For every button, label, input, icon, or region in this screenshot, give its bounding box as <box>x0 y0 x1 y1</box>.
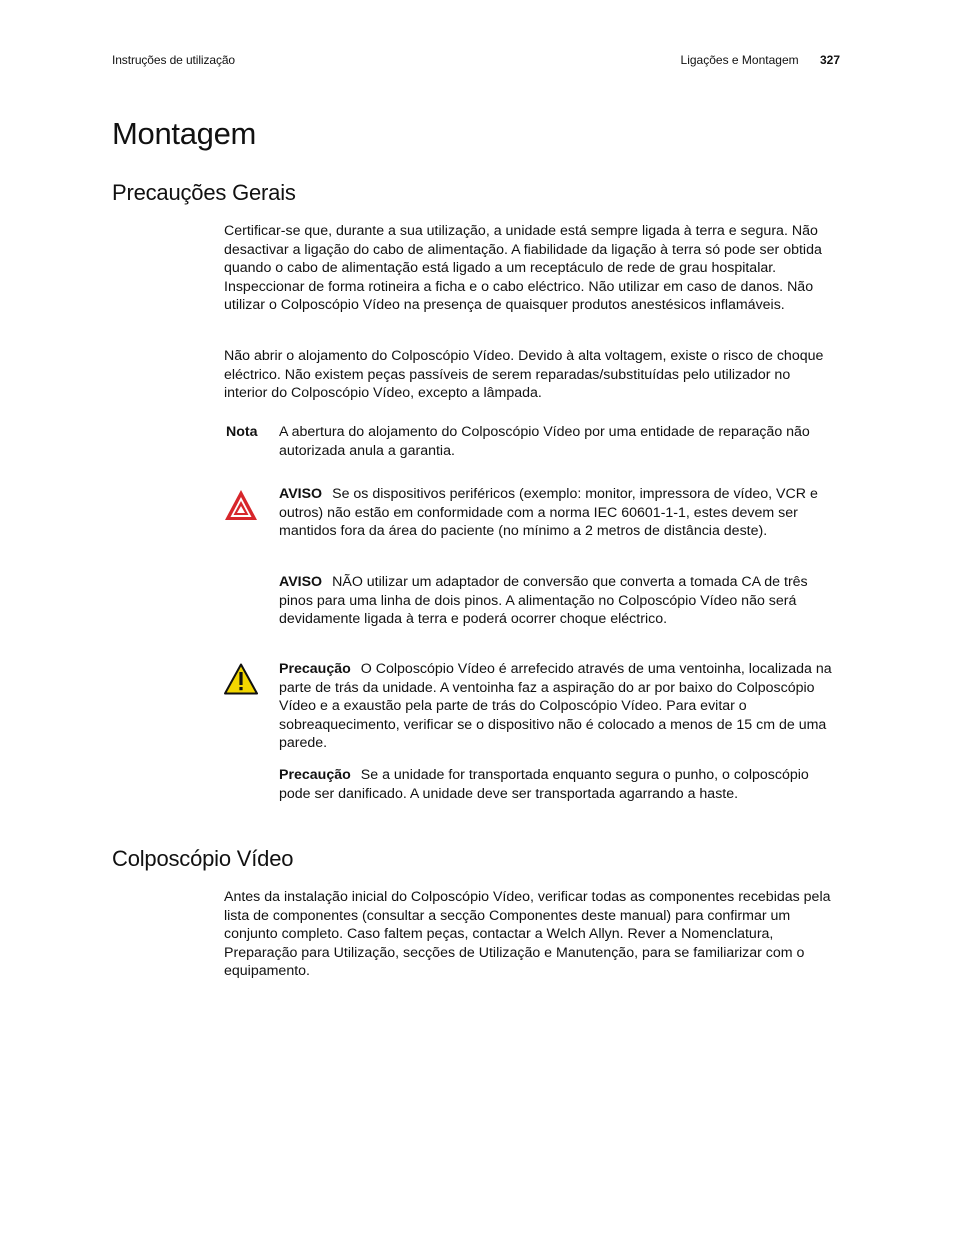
warning-label: AVISO <box>279 574 323 590</box>
header-section-name: Ligações e Montagem <box>680 53 799 67</box>
note-label: Nota <box>226 424 258 440</box>
paragraph-installation: Antes da instalação inicial do Colposcópio Vídeo, verificar todas as componentes recebidas pela lista de componentes (consultar a secção Componentes deste manual) para confirmar um conjunto completo. Caso faltem peças, contactar a Welch Allyn. Rever a Nomenclatura, Preparação para Utilização, secções de Utilização e Manutenção, para se familiarizar com o equipamento. <box>224 889 831 980</box>
caution-label: Precaução <box>279 661 351 677</box>
paragraph-grounding: Certificar-se que, durante a sua utilização, a unidade está sempre ligada à terra e segura. Não desactivar a ligação do cabo de alimentação. A fiabilidade da ligação à terra só pode ser obtida quando o cabo de alimentação está ligado a um receptáculo de rede de grau hospitalar. Inspeccionar de forma rotineira a ficha e o cabo eléctrico. Não utilizar em caso de danos. Não utilizar o Colposcópio Vídeo na presença de quaisquer produtos anestésicos inflamáveis. <box>224 223 822 314</box>
section-heading-video-colposcope: Colposcópio Vídeo <box>112 846 294 871</box>
note-text: A abertura do alojamento do Colposcópio Vídeo por uma entidade de reparação não autorizada anula a garantia. <box>279 424 810 459</box>
page-number: 327 <box>819 53 840 67</box>
caution-ventilation <box>279 660 835 753</box>
running-header-title: Instruções de utilização <box>112 53 236 67</box>
warning-label: AVISO <box>279 486 323 502</box>
warning-text: Se os dispositivos periféricos (exemplo: monitor, impressora de vídeo, VCR e outros) não estão em conformidade com a norma IEC 60601-1-1, estes devem ser mantidos fora da área do paciente (no mínimo a 2 metros de distância deste). <box>279 486 818 540</box>
caution-text: O Colposcópio Vídeo é arrefecido através de uma ventoinha, localizada na parte de trás da unidade. A ventoinha faz a aspiração do ar por baixo do Colposcópio Vídeo e a exaustão pela parte de trás do Colposcópio Vídeo. Para evitar o sobreaquecimento, verificar se o dispositivo não é colocado a menos de 15 cm de uma parede. <box>279 661 832 752</box>
caution-label: Precaução <box>279 767 351 783</box>
warning-adapter <box>279 573 835 629</box>
caution-text: Se a unidade for transportada enquanto segura o punho, o colposcópio pode ser danificado. A unidade deve ser transportada agarrando a haste. <box>279 767 809 802</box>
warning-text: NÃO utilizar um adaptador de conversão que converta a tomada CA de três pinos para uma linha de dois pinos. A alimentação no Colposcópio Vídeo não será devidamente ligada à terra e poderá ocorrer choque eléctrico. <box>279 574 808 628</box>
caution-transport <box>279 766 835 803</box>
warning-peripherals <box>279 485 835 541</box>
page-title: Montagem <box>112 116 257 151</box>
caution-triangle-icon <box>224 663 258 695</box>
paragraph-housing: Não abrir o alojamento do Colposcópio Vídeo. Devido à alta voltagem, existe o risco de choque eléctrico. Não existem peças passíveis de serem reparadas/substituídas pelo utilizador no interior do Colposcópio Vídeo, excepto a lâmpada. <box>224 348 824 402</box>
section-heading-general-precautions: Precauções Gerais <box>112 180 296 205</box>
running-header-section <box>681 53 840 67</box>
warning-triangle-icon <box>224 489 258 521</box>
